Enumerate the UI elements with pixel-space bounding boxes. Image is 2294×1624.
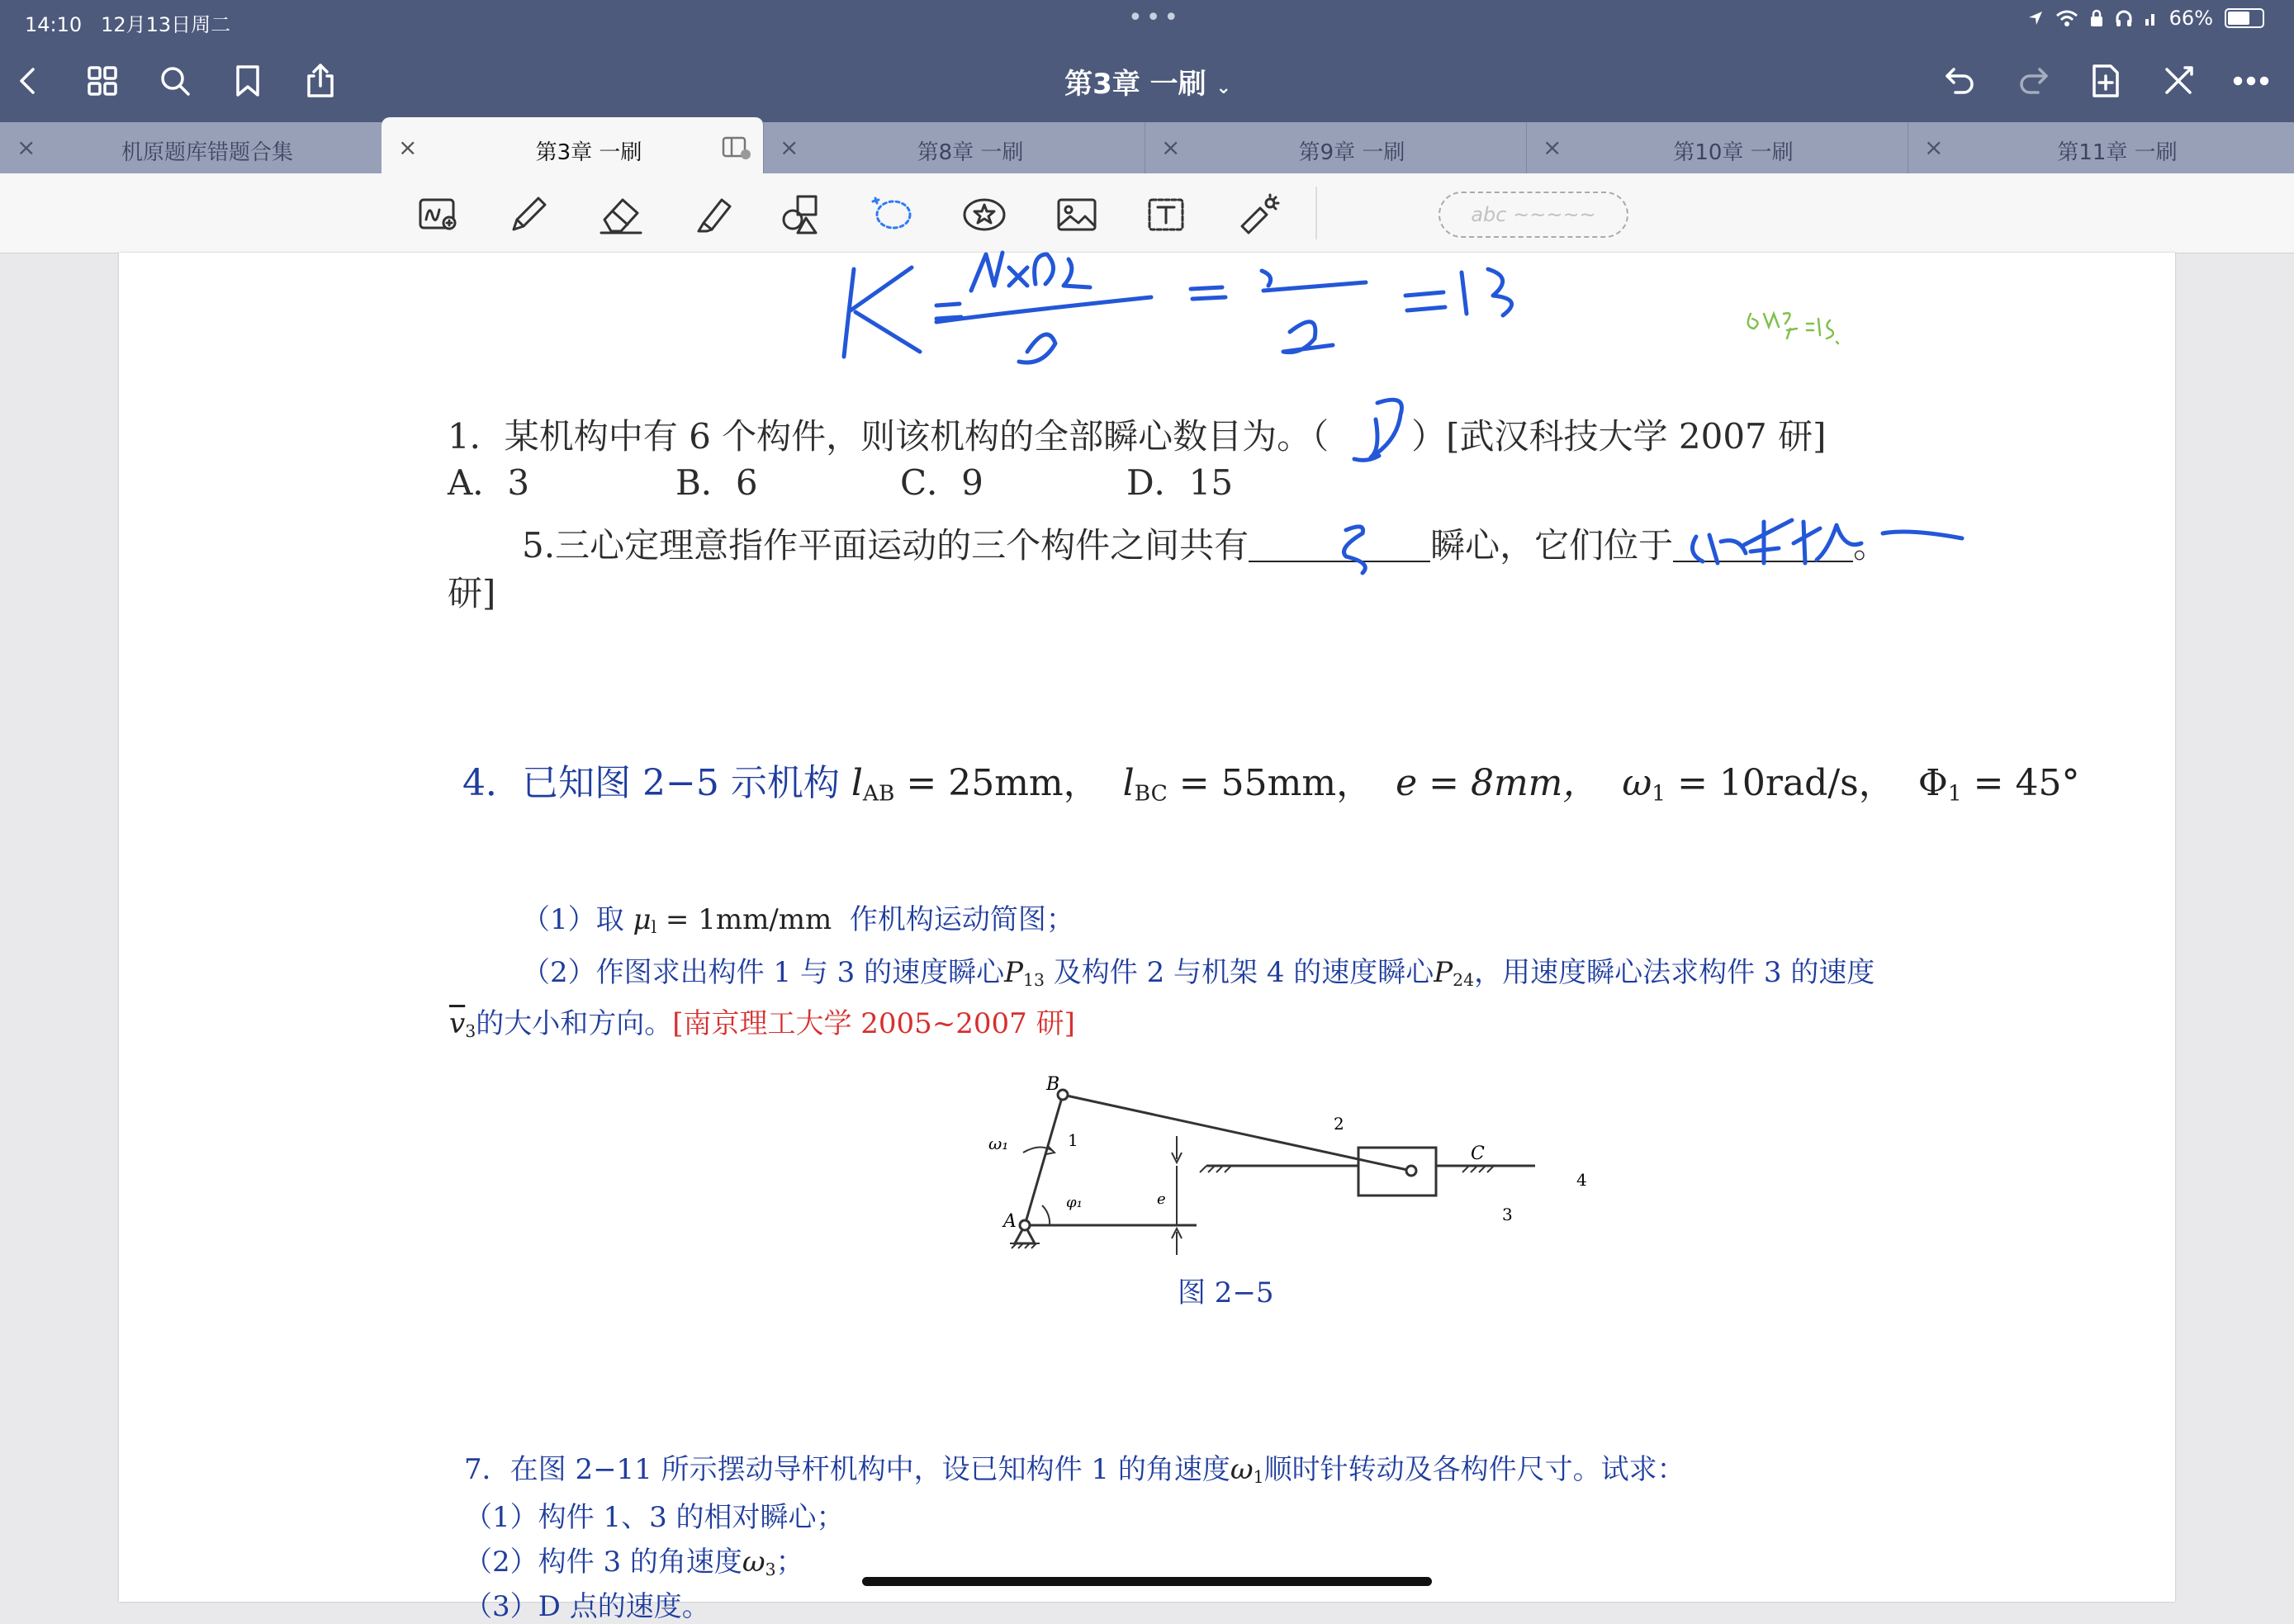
close-icon[interactable]: × <box>1924 134 1944 161</box>
document-tabs <box>0 122 2294 173</box>
figure-label-3: 3 <box>1502 1205 1513 1224</box>
mechanism-figure-2-5 <box>974 1060 1634 1275</box>
tab-6[interactable]: × 第11章 一刷 <box>1924 134 2178 165</box>
close-icon[interactable]: × <box>780 134 799 161</box>
laser-pointer-icon[interactable] <box>1234 190 1283 239</box>
document-title-menu[interactable]: 第3章 一刷 ⌄ <box>1064 68 1231 101</box>
question-1-option-d: D．15 <box>1126 462 1234 503</box>
tools-toggle-icon[interactable] <box>2155 58 2202 104</box>
location-icon <box>2027 10 2044 26</box>
handwriting-zoom-icon[interactable] <box>415 190 464 239</box>
figure-label-a: A <box>1003 1211 1017 1232</box>
chevron-down-icon: ⌄ <box>1216 78 1231 98</box>
signal-icon <box>2145 9 2158 27</box>
question-1-option-b: B．6 <box>675 462 758 503</box>
figure-label-phi1: φ₁ <box>1066 1194 1083 1211</box>
tab-4[interactable]: × 第9章 一刷 <box>1145 122 1527 173</box>
question-7-step-1: （1）构件 1、3 的相对瞬心； <box>464 1501 845 1534</box>
tab-3[interactable]: × 第8章 一刷 <box>763 122 1145 173</box>
lock-icon <box>2090 9 2103 27</box>
add-page-icon[interactable] <box>2083 58 2129 104</box>
highlighter-icon[interactable] <box>689 190 738 239</box>
more-options-icon[interactable] <box>2228 58 2274 104</box>
question-1-option-a: A．3 <box>448 462 530 503</box>
question-7-step-2: （2）构件 3 的角速度$\omega_3$； <box>464 1546 804 1580</box>
question-1: 1．某机构中有 6 个构件，则该机构的全部瞬心数目为。（ ）[武汉科技大学 2007 研] <box>448 416 1827 457</box>
tab-2-active[interactable]: × 第3章 一刷 <box>382 117 764 173</box>
pen-icon[interactable] <box>504 190 553 239</box>
close-icon[interactable]: × <box>398 134 418 161</box>
eraser-icon[interactable] <box>596 190 646 239</box>
tab-1[interactable]: × 机原题库错题合集 <box>0 122 382 173</box>
scribble-input[interactable]: abc ~~~~~ <box>1438 192 1628 238</box>
figure-label-b: B <box>1046 1074 1060 1095</box>
question-4-title: 4．已知图 2−5 示机构 $l_{AB} = 25mm$， $l_{BC} = 55mm$， e = 8mm， $\omega_1 = 10rad/s$， $\Phi_1 = 45^\circ$ <box>462 762 2080 807</box>
annotation-toolbar <box>0 173 2294 253</box>
home-indicator[interactable] <box>862 1577 1432 1586</box>
split-view-icon[interactable] <box>722 135 751 160</box>
figure-label-4: 4 <box>1576 1170 1587 1190</box>
toolbar-divider <box>1315 187 1317 239</box>
redo-icon[interactable] <box>2010 58 2056 104</box>
headphones-icon <box>2115 9 2133 27</box>
close-icon[interactable]: × <box>1161 134 1181 161</box>
search-icon[interactable] <box>152 58 198 104</box>
sticker-icon[interactable] <box>960 190 1009 239</box>
multitasking-dots-icon[interactable]: ••• <box>1128 3 1183 32</box>
lasso-icon[interactable] <box>867 190 917 239</box>
status-bar <box>0 0 2294 40</box>
figure-caption: 图 2−5 <box>1178 1276 1274 1309</box>
question-5: 5.三心定理意指作平面运动的三个构件之间共有 瞬心，它们位于 。 <box>522 525 1889 566</box>
undo-icon[interactable] <box>1937 58 1984 104</box>
top-navigation-bar <box>0 40 2294 122</box>
question-1-option-c: C．9 <box>900 462 983 503</box>
bookmark-icon[interactable] <box>225 58 271 104</box>
grid-view-icon[interactable] <box>79 58 126 104</box>
figure-label-c: C <box>1471 1143 1485 1164</box>
status-time-date: 14:10 12月13日周二 <box>25 13 231 36</box>
figure-label-2: 2 <box>1334 1114 1344 1134</box>
status-indicators <box>2027 7 2264 30</box>
question-7-step-3: （3）D 点的速度。 <box>464 1590 710 1623</box>
close-icon[interactable]: × <box>1543 134 1562 161</box>
battery-icon <box>2225 8 2264 28</box>
battery-percent: 66% <box>2168 7 2213 30</box>
question-4-step-1: （1）取 $\mu_l = 1mm/mm$ 作机构运动简图； <box>522 903 1074 938</box>
share-icon[interactable] <box>297 58 344 104</box>
shapes-icon[interactable] <box>778 190 827 239</box>
figure-label-omega1: ω₁ <box>988 1134 1009 1153</box>
text-box-icon[interactable] <box>1141 190 1191 239</box>
document-page[interactable] <box>119 253 2175 1623</box>
figure-label-1: 1 <box>1068 1130 1078 1150</box>
question-7-title: 7．在图 2−11 所示摆动导杆机构中，设已知构件 1 的角速度$\omega_1$顺时针转动及各构件尺寸。试求： <box>464 1453 1685 1488</box>
question-5-source-tail: 研] <box>448 573 496 613</box>
image-icon[interactable] <box>1052 190 1102 239</box>
back-icon[interactable] <box>5 58 51 104</box>
wifi-icon <box>2055 9 2078 27</box>
figure-label-e: e <box>1157 1191 1166 1208</box>
close-icon[interactable]: × <box>17 134 36 161</box>
tab-5[interactable]: × 第10章 一刷 <box>1526 122 1908 173</box>
question-4-step-2: （2）作图求出构件 1 与 3 的速度瞬心$P_{13}$ 及构件 2 与机架 4 的速度瞬心$P_{24}$，用速度瞬心法求构件 3 的速度 <box>522 956 1875 991</box>
question-4-step-2-cont: $\overline{v}_3$的大小和方向。[南京理工大学 2005~2007 研] <box>449 1007 1075 1042</box>
